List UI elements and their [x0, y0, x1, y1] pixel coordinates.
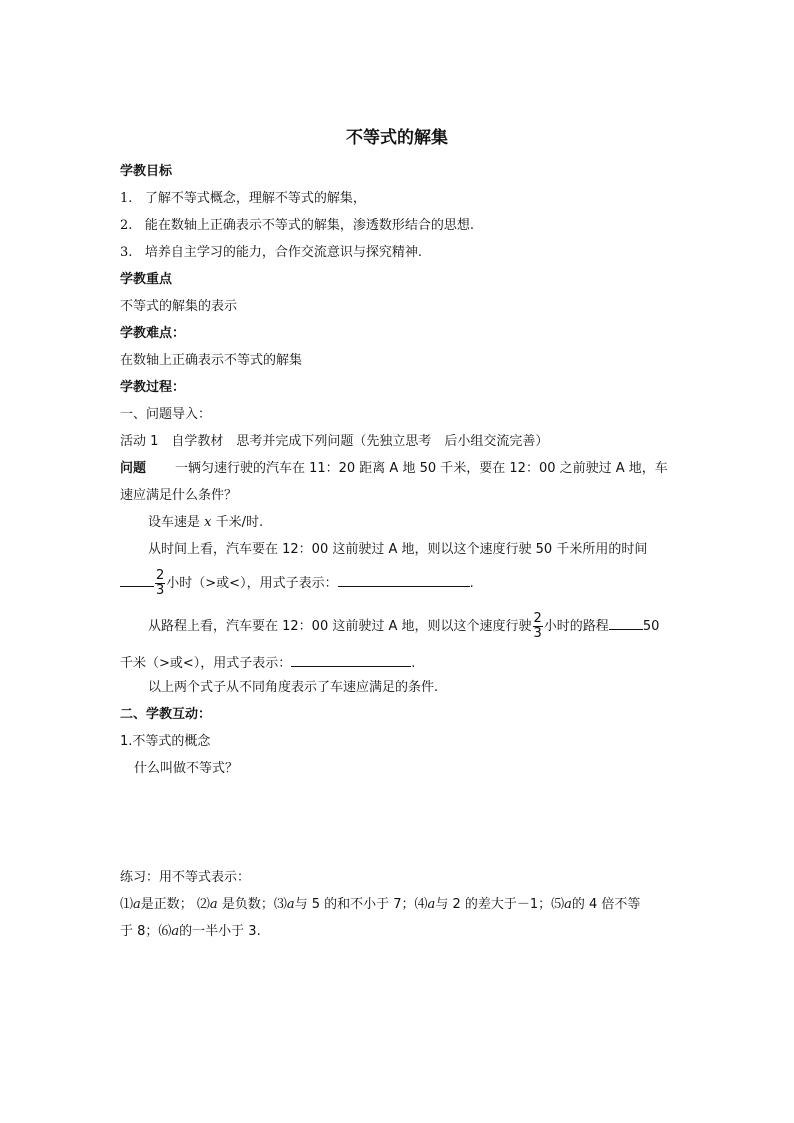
key-point-heading: 学教重点 — [120, 272, 173, 287]
section-two-heading: 二、学教互动： — [120, 707, 212, 722]
process-heading: 学教过程： — [120, 380, 186, 395]
practice-text: 的一半小于 3. — [179, 924, 261, 939]
practice-line-2 — [120, 923, 261, 941]
question-line-1 — [120, 460, 668, 478]
fraction-numerator: 2 — [156, 568, 165, 583]
variable-a: a — [286, 897, 295, 912]
practice-text: 与 5 的和不小于 7；⑷ — [294, 897, 428, 912]
fraction-numerator: 2 — [533, 611, 542, 626]
item-marker: ⑴ — [120, 897, 134, 912]
answer-blank[interactable] — [120, 572, 154, 587]
practice-text: 与 2 的差大于－1；⑸ — [435, 897, 565, 912]
practice-text: 是负数；⑶ — [217, 897, 287, 912]
practice-text: 的 4 倍不等 — [571, 897, 641, 912]
fraction-two-thirds — [533, 612, 543, 641]
variable-a: a — [209, 897, 218, 912]
let-prefix: 设车速是 — [148, 515, 205, 530]
question-line-2: 速应满足什么条件？ — [120, 488, 238, 503]
question-text: 一辆匀速行驶的汽车在 11：20 距离 A 地 50 千米，要在 12：00 之前驶过 A 地，车 — [174, 461, 668, 476]
concept-question: 什么叫做不等式？ — [134, 761, 239, 776]
practice-text: 是正数； ⑵ — [140, 897, 210, 912]
goal-text: 能在数轴上正确表示不等式的解集，渗透数形结合的思想. — [144, 218, 474, 233]
variable-a: a — [171, 924, 180, 939]
key-point-text: 不等式的解集的表示 — [120, 299, 238, 314]
distance-value: 50 — [642, 619, 660, 634]
goals-heading: 学教目标 — [120, 164, 173, 179]
let-suffix: 千米/时. — [211, 515, 264, 530]
activity-text: 活动 1 自学教材 思考并完成下列问题（先独立思考 后小组交流完善） — [120, 434, 549, 449]
time-line-2 — [120, 566, 474, 602]
section-one-heading: 一、问题导入： — [120, 407, 212, 422]
expression-blank[interactable] — [338, 572, 470, 587]
fraction-denominator: 3 — [156, 583, 165, 598]
time-line-1: 从时间上看，汽车要在 12：00 这前驶过 A 地，则以这个速度行驶 50 千米所用的时间 — [148, 542, 648, 557]
goal-number: 3. — [120, 245, 133, 260]
goal-item-1 — [120, 190, 366, 208]
fraction-two-thirds — [155, 569, 165, 598]
distance-line-1 — [148, 609, 659, 645]
period: . — [469, 576, 474, 591]
distance-line-2 — [120, 652, 415, 673]
difficulty-text: 在数轴上正确表示不等式的解集 — [120, 353, 303, 368]
practice-text: 于 8；⑹ — [120, 924, 172, 939]
distance-text: 千米（>或<），用式子表示： — [120, 656, 292, 671]
page-title: 不等式的解集 — [346, 128, 448, 148]
fraction-denominator: 3 — [533, 626, 542, 641]
goal-text: 培养自主学习的能力，合作交流意识与探究精神. — [144, 245, 422, 260]
question-label: 问题 — [120, 461, 147, 476]
goal-number: 1. — [120, 191, 133, 206]
goal-item-3 — [120, 244, 422, 262]
practice-heading: 练习：用不等式表示： — [120, 870, 251, 885]
distance-text: 从路程上看，汽车要在 12：00 这前驶过 A 地，则以这个速度行驶 — [148, 619, 532, 634]
distance-text-mid: 小时的路程 — [543, 619, 609, 634]
goal-item-2 — [120, 217, 474, 235]
concept-heading: 1.不等式的概念 — [120, 734, 211, 749]
variable-a: a — [133, 897, 141, 912]
difficulty-heading: 学教难点： — [120, 326, 186, 341]
variable-a: a — [564, 897, 572, 912]
let-statement — [148, 514, 263, 532]
goal-number: 2. — [120, 218, 133, 233]
goal-text: 了解不等式概念，理解不等式的解集， — [144, 191, 366, 206]
period: . — [411, 656, 416, 671]
practice-line-1 — [120, 896, 640, 914]
summary-text: 以上两个式子从不同角度表示了车速应满足的条件. — [148, 680, 439, 695]
time-line-text: 小时（>或<），用式子表示： — [166, 576, 338, 591]
expression-blank[interactable] — [291, 652, 411, 667]
variable-a: a — [427, 897, 436, 912]
answer-blank[interactable] — [609, 615, 643, 630]
variable-x: x — [204, 515, 212, 530]
